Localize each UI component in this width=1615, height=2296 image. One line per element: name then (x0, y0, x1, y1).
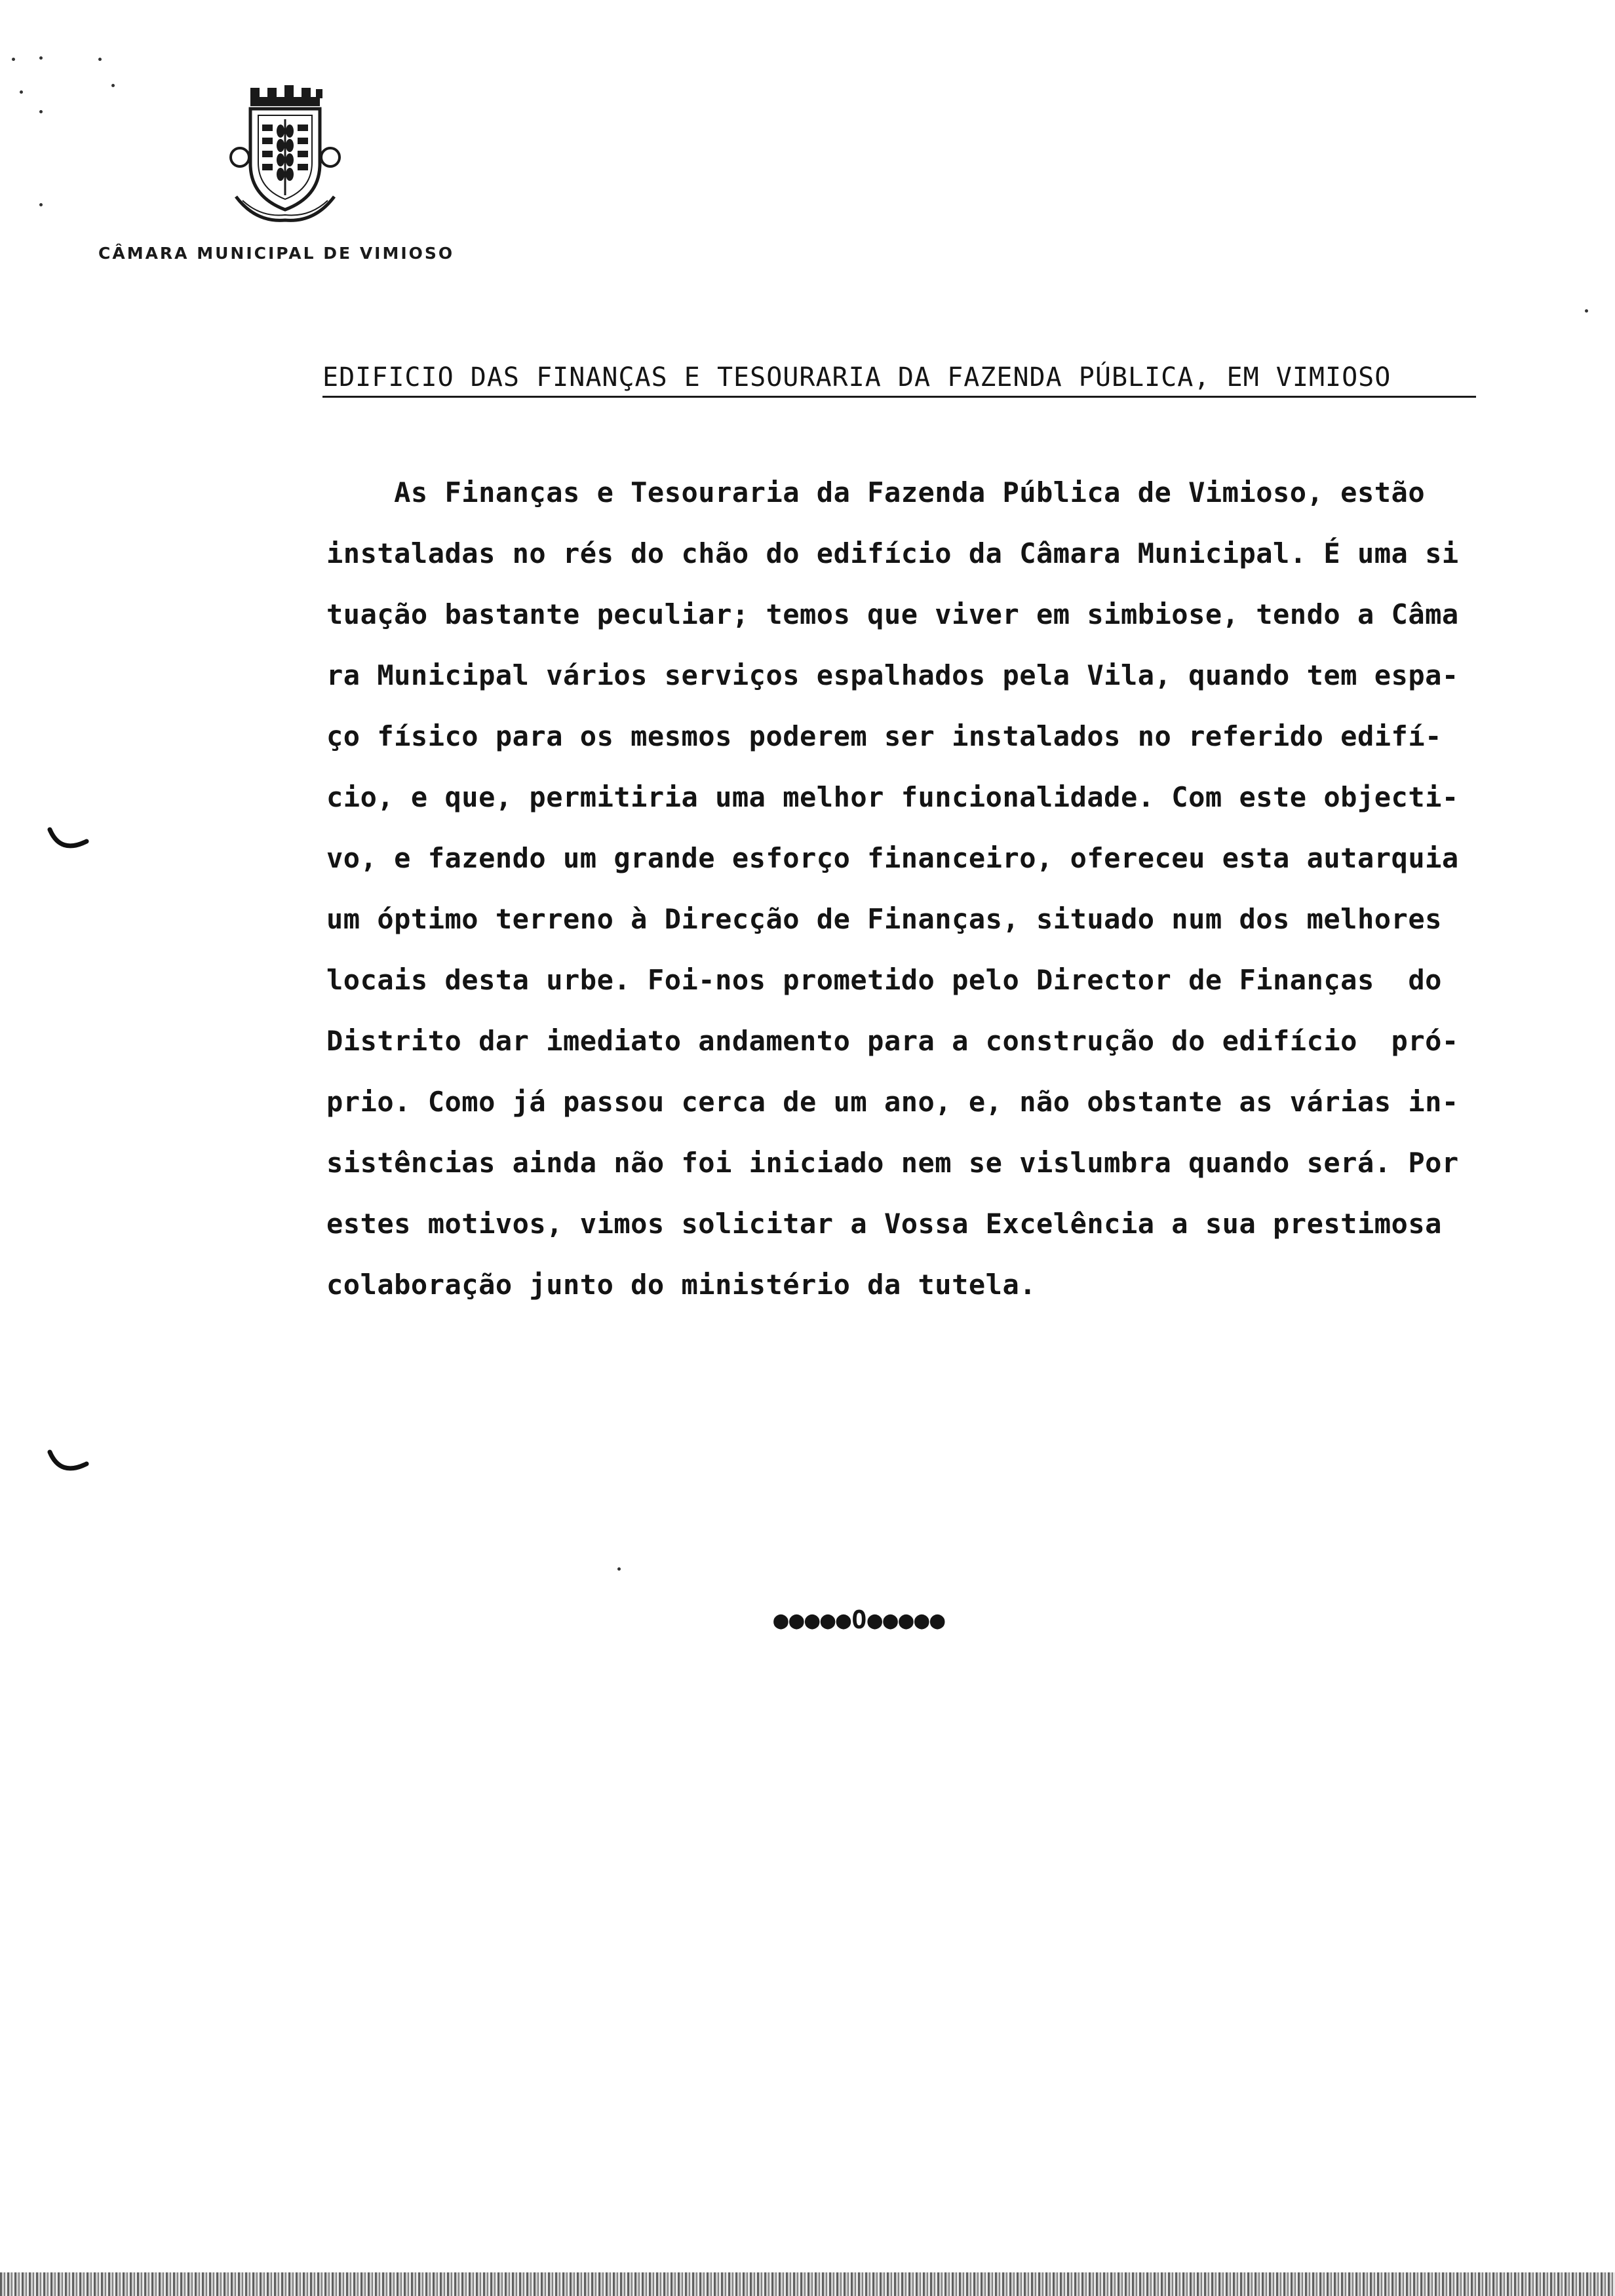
scan-speck (98, 58, 102, 61)
scan-speck (111, 84, 115, 87)
body-line: As Finanças e Tesouraria da Fazenda Pública de Vimioso, estão (326, 476, 1426, 508)
body-line: ra Municipal vários serviços espalhados pela Vila, quando tem espa- (326, 659, 1459, 691)
body-line: prio. Como já passou cerca de um ano, e, não obstante as várias in- (326, 1086, 1459, 1118)
section-separator: ●●●●●O●●●●● (773, 1605, 946, 1634)
body-line: locais desta urbe. Foi-nos prometido pelo Director de Finanças do (326, 964, 1442, 996)
punch-hole-mark (46, 1448, 92, 1481)
municipal-crest-icon (210, 85, 360, 229)
scan-speck (39, 110, 43, 113)
document-title: EDIFICIO DAS FINANÇAS E TESOURARIA DA FAZENDA PÚBLICA, EM VIMIOSO (322, 362, 1476, 398)
body-line: ço físico para os mesmos poderem ser instalados no referido edifí- (326, 720, 1442, 752)
scan-speck (20, 90, 23, 94)
scan-speck (39, 56, 43, 60)
punch-hole-mark (46, 826, 92, 858)
scan-speck (617, 1567, 621, 1571)
organization-name: CÂMARA MUNICIPAL DE VIMIOSO (98, 244, 455, 263)
body-line: Distrito dar imediato andamento para a construção do edifício pró- (326, 1025, 1459, 1057)
scan-speck (39, 203, 43, 206)
body-line: sistências ainda não foi iniciado nem se vislumbra quando será. Por (326, 1147, 1459, 1179)
scan-speck (12, 58, 15, 61)
body-line: colaboração junto do ministério da tutela. (326, 1269, 1037, 1301)
body-line: cio, e que, permitiria uma melhor funcionalidade. Com este objecti- (326, 781, 1459, 813)
document-body (326, 473, 1519, 1326)
body-line: instaladas no rés do chão do edifício da Câmara Municipal. É uma si (326, 537, 1459, 569)
body-line: um óptimo terreno à Direcção de Finanças, situado num dos melhores (326, 903, 1442, 935)
scan-edge-band (0, 2272, 1615, 2296)
body-line: tuação bastante peculiar; temos que viver em simbiose, tendo a Câma (326, 598, 1459, 630)
scan-speck (1585, 309, 1588, 313)
body-line: vo, e fazendo um grande esforço financeiro, ofereceu esta autarquia (326, 842, 1459, 874)
body-line: estes motivos, vimos solicitar a Vossa Excelência a sua prestimosa (326, 1208, 1442, 1240)
